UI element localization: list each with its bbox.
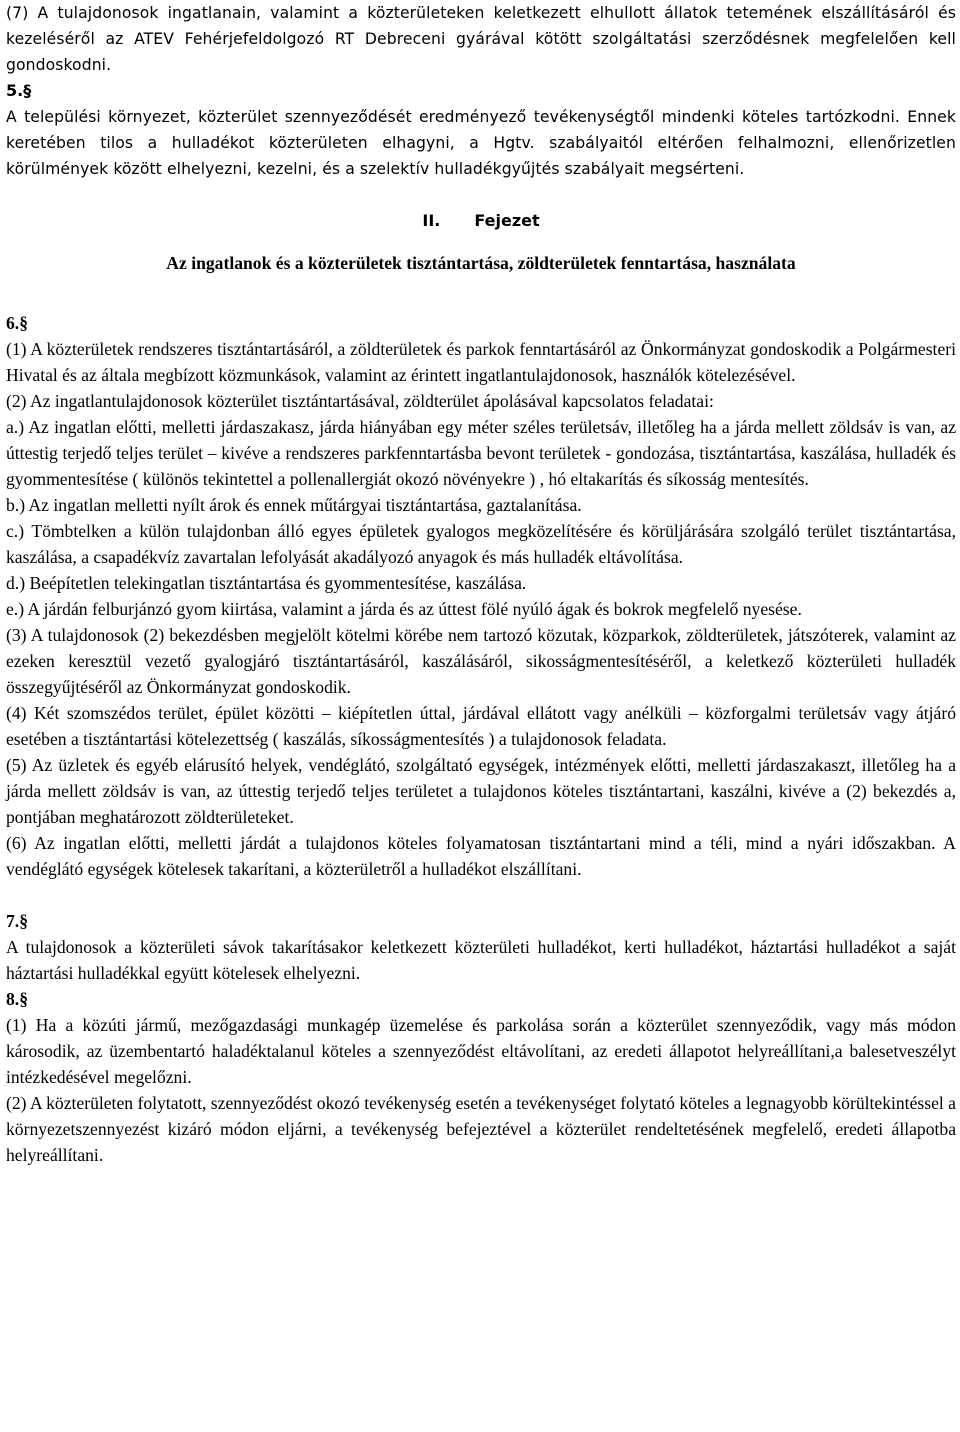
section-6-paragraph: (5) Az üzletek és egyéb elárusító helyek, vendéglátó, szolgáltató egységek, intézmények előtti, melletti járdaszakaszt, illetőleg ha a járda mellett zöldsáv is van, az úttestig terjedő teljes területet a tulajdonos köteles tisztántartani, kaszálni, kivéve a (2) bekezdés a, pontjában meghatározott zöldterületeket. bbox=[6, 755, 956, 827]
section-8-paragraph: (2) A közterületen folytatott, szennyeződést okozó tevékenység esetén a tevékenységet folytató köteles a legnagyobb körültekintéssel a környezetszennyezést kizáró módon eljárni, a tevékenység befejeztével a közterület rendeltetésének megfelelő, eredeti állapotba helyreállítani. bbox=[6, 1093, 956, 1165]
section-heading-7: 7.§ bbox=[6, 911, 28, 931]
section-heading-6: 6.§ bbox=[6, 313, 28, 333]
section-6-paragraph: a.) Az ingatlan előtti, melletti járdaszakasz, járda hiányában egy méter széles területsáv, illetőleg ha a járda mellett zöldsáv is van, az úttestig terjedő teljes terület – kivéve a rendszeres parkfenntartásba bevont területek - gondozása, tisztántartása, kaszálása, hulladék és gyommentesítése ( különös tekintettel a pollenallergiát okozó növényekre ) , hó eltakarítás és síkosság mentesítés. bbox=[6, 417, 956, 489]
section-6-paragraph: d.) Beépítetlen telekingatlan tisztántartása és gyommentesítése, kaszálása. bbox=[6, 573, 527, 593]
document-page bbox=[6, 0, 956, 1168]
section-6-paragraph: b.) Az ingatlan melletti nyílt árok és ennek műtárgyai tisztántartása, gaztalanítása. bbox=[6, 495, 582, 515]
section-6-paragraph: c.) Tömbtelken a külön tulajdonban álló egyes épületek gyalogos megközelítésére és körüljárására szolgáló terület tisztántartása, kaszálása, a csapadékvíz zavartalan lefolyását akadályozó anyagok és más hulladék eltávolítása. bbox=[6, 521, 956, 567]
spacer bbox=[6, 182, 956, 208]
section-6-paragraph: (3) A tulajdonosok (2) bekezdésben megjelölt kötelmi körébe nem tartozó közutak, közparkok, zöldterületek, játszóterek, valamint az ezeken keresztül vezető gyalogjáró tisztántartásáról, kaszálásáról, sikosságmentesítéséről, a keletkező közterületi hulladék összegyűjtéséről az Önkormányzat gondoskodik. bbox=[6, 625, 956, 697]
section-heading-8: 8.§ bbox=[6, 989, 28, 1009]
chapter-title: Az ingatlanok és a közterületek tisztántartása, zöldterületek fenntartása, használata bbox=[166, 253, 796, 273]
chapter-number: II. bbox=[422, 211, 441, 230]
section-heading-5: 5.§ bbox=[6, 81, 32, 100]
paragraph-7: (7) A tulajdonosok ingatlanain, valamint a közterületeken keletkezett elhullott állatok tetemének elszállításáról és kezeléséről az ATEV Fehérjefeldolgozó RT Debreceni gyárával kötött szolgáltatási szerződésnek megfelelően kell gondoskodni. bbox=[6, 4, 956, 74]
spacer bbox=[6, 882, 956, 908]
chapter-label: Fejezet bbox=[474, 211, 540, 230]
section-6-paragraph: (1) A közterületek rendszeres tisztántartásáról, a zöldterületek és parkok fenntartásáról az Önkormányzat gondoskodik a Polgármesteri Hivatal és az általa megbízott közmunkások, valamint az érintett ingatlantulajdonosok, használók kötelezésével. bbox=[6, 339, 956, 385]
spacer bbox=[6, 276, 956, 310]
section-6-paragraph: (4) Két szomszédos terület, épület közötti – kiépítetlen úttal, járdával ellátott vagy anélküli – közforgalmi területsáv vagy átjáró esetében a tisztántartási kötelezettség ( kaszálás, síkosságmentesítés ) a tulajdonosok feladata. bbox=[6, 703, 956, 749]
section-6-paragraph: e.) A járdán felburjánzó gyom kiirtása, valamint a járda és az úttest fölé nyúló ágak és bokrok megfelelő nyesése. bbox=[6, 599, 802, 619]
section-7-text: A tulajdonosok a közterületi sávok takarításakor keletkezett közterületi hulladékot, kerti hulladékot, háztartási hulladékot a saját háztartási hulladékkal együtt kötelesek elhelyezni. bbox=[6, 937, 956, 983]
section-6-paragraph: (2) Az ingatlantulajdonosok közterület tisztántartásával, zöldterület ápolásával kapcsolatos feladatai: bbox=[6, 391, 714, 411]
spacer bbox=[6, 234, 956, 250]
section-6-paragraph: (6) Az ingatlan előtti, melletti járdát a tulajdonos köteles folyamatosan tisztántartani mind a téli, mind a nyári időszakban. A vendéglátó egységek kötelesek takarítani, a közterületről a hulladékot elszállítani. bbox=[6, 833, 956, 879]
section-5-text: A települési környezet, közterület szennyeződését eredményező tevékenységtől mindenki köteles tartózkodni. Ennek keretében tilos a hulladékot közterületen elhagyni, a Hgtv. szabályaitól eltérően felhalmozni, ellenőrizetlen körülmények között elhelyezni, kezelni, és a szelektív hulladékgyűjtés szabályait megsérteni. bbox=[6, 108, 956, 178]
chapter-heading bbox=[6, 208, 956, 234]
section-8-paragraph: (1) Ha a közúti jármű, mezőgazdasági munkagép üzemelése és parkolása során a közterület szennyeződik, vagy más módon károsodik, az üzembentartó haladéktalanul köteles a szennyeződést eltávolítani, az eredeti állapotot helyreállítani,a balesetveszélyt intézkedésével megelőzni. bbox=[6, 1015, 956, 1087]
